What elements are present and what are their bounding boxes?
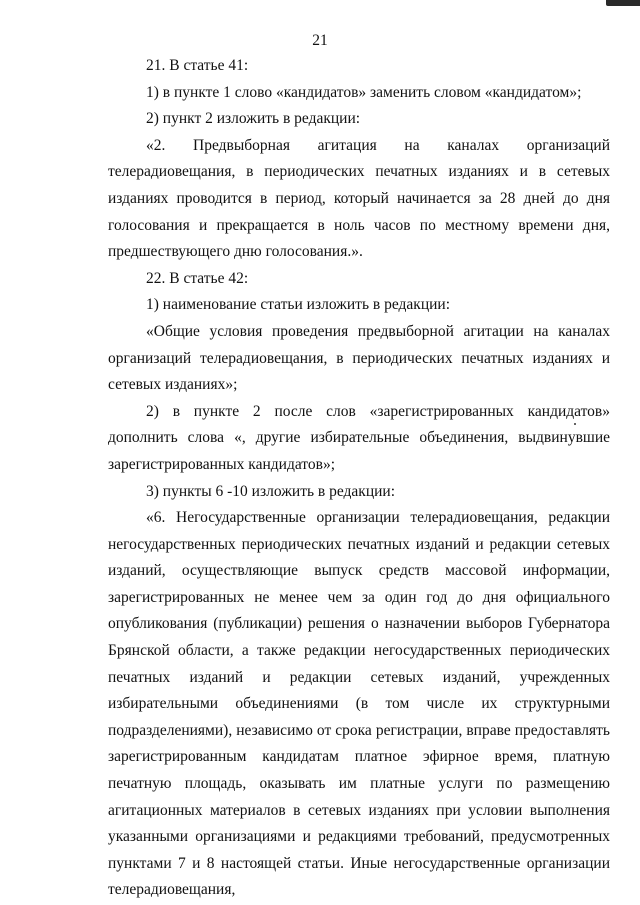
paragraph-article-42-point-6: «6. Негосударственные организации телерадиовещания, редакции негосударственных периодических печатных изданий и редакции сетевых изданий, осуществляющие выпуск средств массовой информации, зарегистрированных не менее чем за один год до дня официального опубликования (публикации) решения о назначении выборов Губернатора Брянской области, а также редакции негосударственных периодических печатных изданий и редакции сетевых изданий, учрежденных избирательными объединениями (в том числе их структурными подразделениями), независимо от срока регистрации, вправе предоставлять зарегистрированным кандидатам платное эфирное время, платную печатную площадь, оказывать им платные услуги по размещению агитационных материалов в сетевых изданиях при условии выполнения указанными организациями и редакциями требований, предусмотренных пунктами 7 и 8 настоящей статьи. Иные негосударственные организации телерадиовещания, [108,509,610,899]
paragraph-article-41-item-1: 1) в пункте 1 слово «кандидатов» заменить словом «кандидатом»; [146,83,582,101]
scan-speck [574,423,576,425]
paragraph-article-41-heading: 21. В статье 41: [146,57,249,74]
paragraph-article-42-item-2: 2) в пункте 2 после слов «зарегистрированных кандидатов» дополнить слова «, другие избирательные объединения, выдвинувшие зарегистрированных кандидатов»; [108,402,610,473]
paragraph-article-41-quote: «2. Предвыборная агитация на каналах организаций телерадиовещания, в периодических печатных изданиях и в сетевых изданиях проводится в период, который начинается за 28 дней до дня голосования и прекращается в ноль часов по местному времени дня, предшествующего дню голосования.». [108,136,610,261]
paragraph-article-42-item-3: 3) пункты 6 -10 изложить в редакции: [146,482,396,500]
paragraph-article-42-item-1: 1) наименование статьи изложить в редакции: [146,296,451,314]
paragraph-article-42-heading: 22. В статье 42: [146,269,249,287]
page-number: 21 [312,32,328,49]
paragraph-article-41-item-2: 2) пункт 2 изложить в редакции: [146,110,361,128]
scan-artifact-mark [606,0,640,6]
paragraph-article-42-title-quote: «Общие условия проведения предвыборной агитации на каналах организаций телерадиовещания, в периодических печатных изданиях и сетевых изданиях»; [108,322,610,394]
document-body [108,53,610,904]
